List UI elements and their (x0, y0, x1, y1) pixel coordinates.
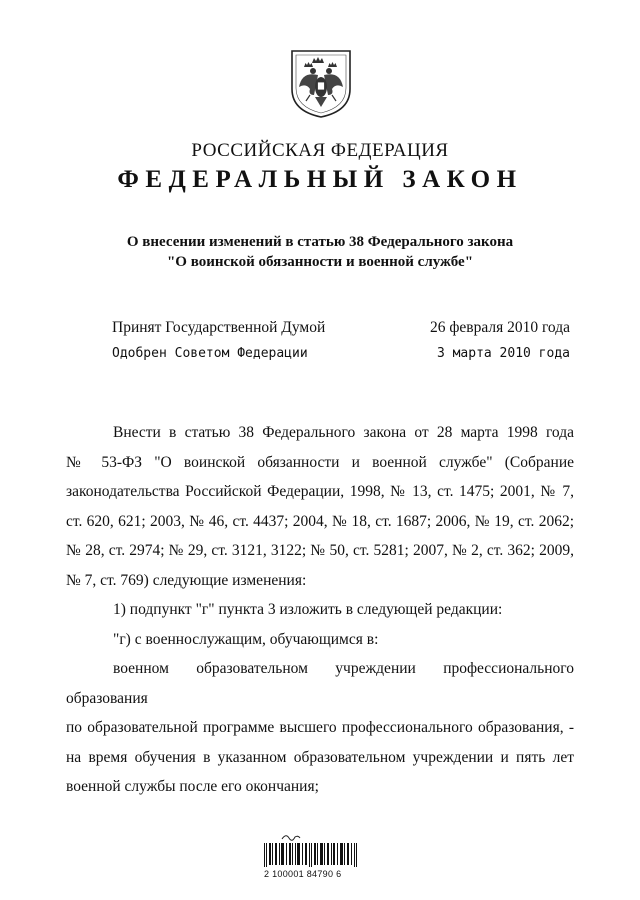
body-line: Внести в статью 38 Федерального закона от 28 марта 1998 года (113, 424, 574, 441)
body-line: № 28, ст. 2974; № 29, ст. 3121, 3122; № 50, ст. 5281; 2007, № 2, ст. 362; 2009, (66, 542, 574, 559)
quoted-subclause: "г) с военнослужащим, обучающимся в: (113, 630, 379, 648)
body-line: № 53-ФЗ "О воинской обязанности и военной службе" (Собрание (66, 453, 574, 471)
adopted-by-duma-date: 26 февраля 2010 года (429, 319, 570, 336)
body-line: законодательства Российской Федерации, 1998, № 13, ст. 1475; 2001, № 7, (66, 483, 574, 500)
body-line: военном образовательном учреждении профессионального образования (66, 660, 574, 707)
body-line: ст. 620, 621; 2003, № 46, ст. 4437; 2004, № 18, ст. 1687; 2006, № 19, ст. 2062; (66, 512, 574, 530)
body-line: на время обучения в указанном образовательном учреждении и пять лет (66, 748, 574, 766)
approved-by-council-label: Одобрен Советом Федерации (112, 346, 308, 361)
law-title-line-1: О внесении изменений в статью 38 Федерального закона (126, 234, 514, 250)
document-type: ФЕДЕРАЛЬНЫЙ ЗАКОН (117, 166, 523, 193)
country-name: РОССИЙСКАЯ ФЕДЕРАЦИЯ (191, 140, 449, 161)
barcode-number: 2 100001 84790 6 (264, 869, 342, 879)
body-line: военной службы после его окончания; (66, 778, 319, 795)
body-line: № 7, ст. 769) следующие изменения: (66, 571, 307, 589)
barcode (264, 843, 360, 867)
coat-of-arms-emblem (290, 49, 352, 119)
signature-mark (281, 832, 301, 842)
amendment-item-1: 1) подпункт "г" пункта 3 изложить в следующей редакции: (113, 601, 503, 618)
law-body (66, 418, 574, 802)
body-line: по образовательной программе высшего профессионального образования, - (66, 719, 574, 736)
adopted-by-duma-label: Принят Государственной Думой (112, 319, 326, 336)
approved-by-council-date: 3 марта 2010 года (436, 346, 570, 361)
law-title-line-2: "О воинской обязанности и военной службе" (166, 254, 474, 270)
